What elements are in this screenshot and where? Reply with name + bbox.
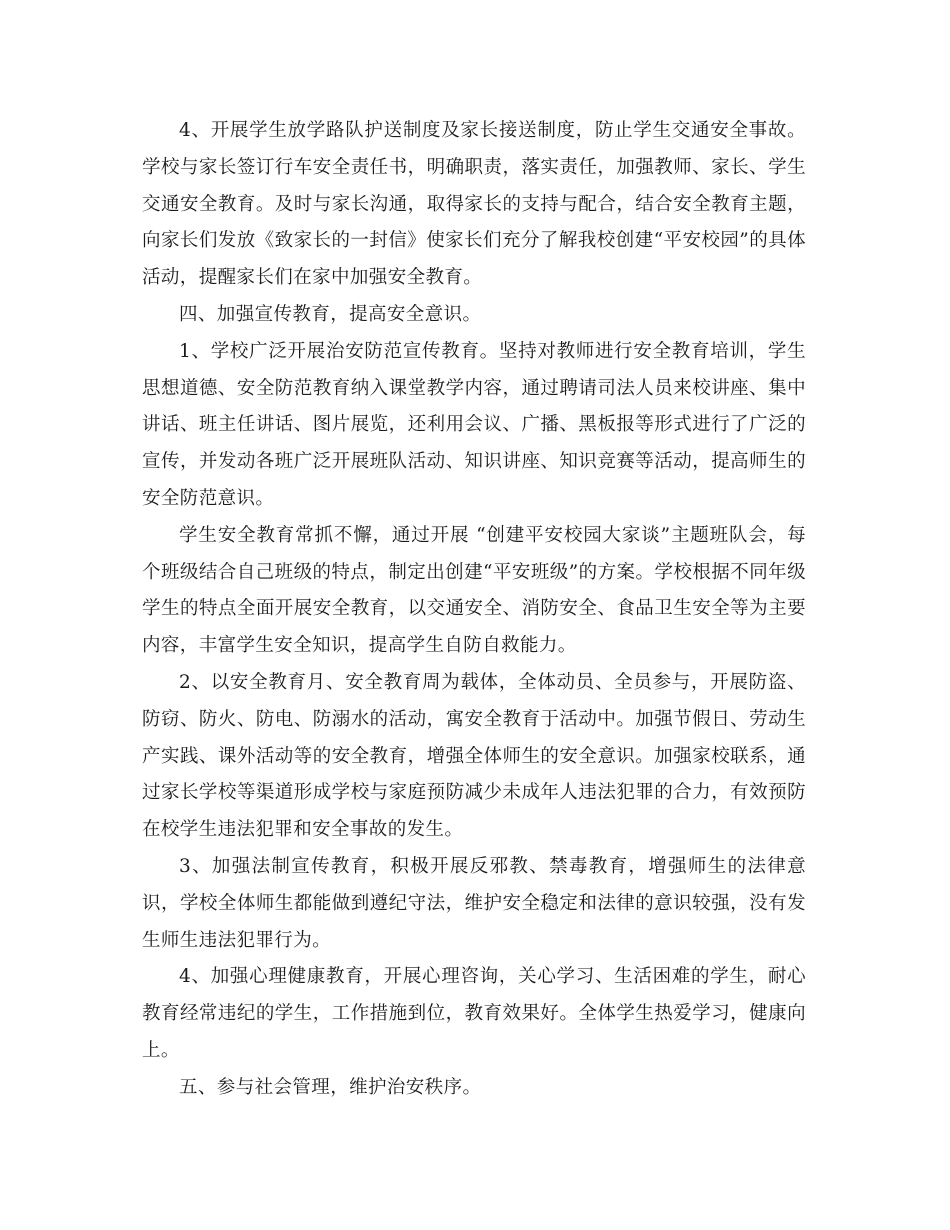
- document-page: [142, 113, 806, 1107]
- paragraph-mental-health: 4、加强心理健康教育，开展心理咨询，关心学习、生活困难的学生，耐心教育经常违纪的学生，工作措施到位，教育效果好。全体学生热爱学习，健康向上。: [142, 966, 806, 1061]
- paragraph-legal-education: 3、加强法制宣传教育，积极开展反邪教、禁毒教育，增强师生的法律意识，学校全体师生都能做到遵纪守法，维护安全稳定和法律的意识较强，没有发生师生违法犯罪行为。: [142, 855, 806, 951]
- paragraph-student-safety: 学生安全教育常抓不懈，通过开展 “创建平安校园大家谈”主题班队会，每个班级结合自己班级的特点，制定出创建“平安班级”的方案。学校根据不同年级学生的特点全面开展安全教育，以交通安全、消防安全、食品卫生安全等为主要内容，丰富学生安全知识，提高学生自防自救能力。: [142, 524, 806, 657]
- paragraph-safety-month: 2、以安全教育月、安全教育周为载体，全体动员、全员参与，开展防盗、防窃、防火、防电、防溺水的活动，寓安全教育于活动中。加强节假日、劳动生产实践、课外活动等的安全教育，增强全体师生的安全意识。加强家校联系，通过家长学校等渠道形成学校与家庭预防减少未成年人违法犯罪的合力，有效预防在校学生违法犯罪和安全事故的发生。: [142, 671, 806, 841]
- section-heading-four: 四、加强宣传教育，提高安全意识。: [179, 303, 482, 325]
- paragraph-publicity-education: 1、学校广泛开展治安防范宣传教育。坚持对教师进行安全教育培训，学生思想道德、安全防范教育纳入课堂教学内容，通过聘请司法人员来校讲座、集中讲话、班主任讲话、图片展览，还利用会议、广播、黑板报等形式进行了广泛的宣传，并发动各班广泛开展班队活动、知识讲座、知识竞赛等活动，提高师生的安全防范意识。: [142, 340, 806, 509]
- paragraph-road-escort: 4、开展学生放学路队护送制度及家长接送制度，防止学生交通安全事故。学校与家长签订行车安全责任书，明确职责，落实责任，加强教师、家长、学生交通安全教育。及时与家长沟通，取得家长的支持与配合，结合安全教育主题，向家长们发放《致家长的一封信》使家长们充分了解我校创建“平安校园”的具体活动，提醒家长们在家中加强安全教育。: [142, 120, 806, 289]
- section-heading-five: 五、参与社会管理，维护治安秩序。: [179, 1076, 482, 1098]
